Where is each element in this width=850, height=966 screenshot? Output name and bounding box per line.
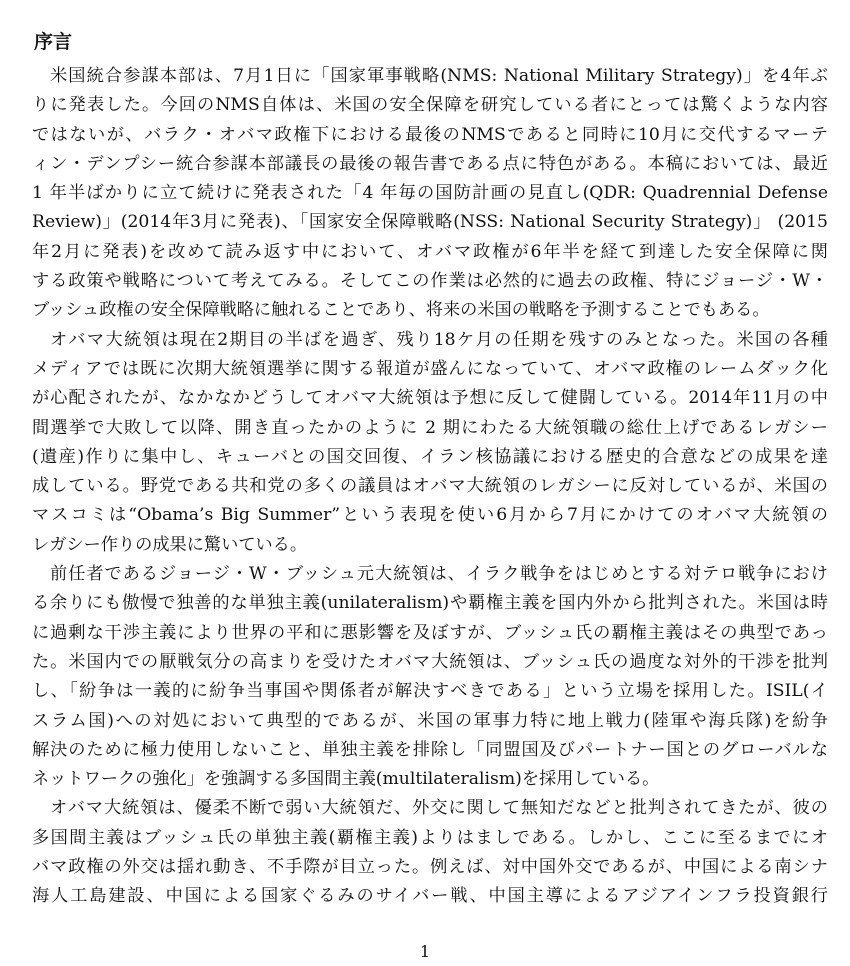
text-line: 前任者であるジョージ・W・ブッシュ元大統領は、イラク戦争をはじめとする対テロ戦争におけ: [50, 564, 828, 585]
text-line: に過剰な干渉主義により世界の平和に悪影響を及ぼすが、ブッシュ氏の覇権主義はその典型であっ: [32, 622, 828, 643]
text-line: 成している。野党である共和党の多くの議員はオバマ大統領のレガシーに反対しているが、米国の: [32, 476, 828, 497]
text-line: りに発表した。今回のNMS自体は、米国の安全保障を研究している者にとっては驚くような内容: [32, 95, 828, 116]
body-text: [32, 62, 828, 912]
text-line: 解決のために極力使用しないこと、単独主義を排除し「同盟国及びパートナー国とのグローバルな: [32, 739, 828, 760]
text-line: オバマ大統領は、優柔不断で弱い大統領だ、外交に関して無知だなどと批判されてきたが、彼の: [50, 798, 828, 819]
text-line: ネットワークの強化」を強調する多国間主義(multilateralism)を採用している。: [32, 769, 660, 790]
text-line: が心配されたが、なかなかどうしてオバマ大統領は予想に反して健闘している。2014年11月の中: [32, 388, 828, 409]
text-line: Review)」(2014年3月に発表)、「国家安全保障戦略(NSS: National Security Strategy)」 (2015: [32, 212, 828, 233]
text-line: メディアでは既に次期大統領選挙に関する報道が盛んになっていて、オバマ政権のレームダック化: [32, 358, 828, 379]
text-line: 間選挙で大敗して以降、開き直ったかのように 2 期にわたる大統領職の総仕上げであるレガシー: [32, 417, 828, 438]
text-line: 1 年半ばかりに立て続けに発表された「4 年毎の国防計画の見直し(QDR: Quadrennial Defense: [32, 183, 828, 204]
text-line: オバマ大統領は現在2期目の半ばを過ぎ、残り18ケ月の任期を残すのみとなった。米国の各種: [50, 329, 828, 350]
text-line: 年2月に発表)を改めて読み返す中において、オバマ政権が6年半を経て到達した安全保障に関: [32, 241, 828, 262]
text-line: レガシー作りの成果に驚いている。: [32, 534, 308, 555]
text-line: ではないが、バラク・オバマ政権下における最後のNMSであると同時に10月に交代するマーテ: [32, 124, 828, 145]
text-line: し、「紛争は一義的に紛争当事国や関係者が解決すべきである」という立場を採用した。ISIL(イ: [32, 681, 828, 702]
text-line: ブッシュ政権の安全保障戦略に触れることであり、将来の米国の戦略を予測することでもある。: [32, 300, 770, 321]
text-line: (遺産)作りに集中し、キューバとの国交回復、イラン核協議における歴史的合意などの成果を達: [32, 446, 828, 467]
text-line: た。米国内での厭戦気分の高まりを受けたオバマ大統領は、ブッシュ氏の過度な対外的干渉を批判: [32, 651, 828, 672]
section-heading: 序言: [34, 31, 73, 53]
text-line: 海人工島建設、中国による国家ぐるみのサイバー戦、中国主導によるアジアインフラ投資銀行: [32, 886, 828, 907]
page-number: 1: [419, 942, 431, 961]
text-line: 多国間主義はブッシュ氏の単独主義(覇権主義)よりはましである。しかし、ここに至るまでにオ: [32, 827, 828, 848]
text-line: マスコミは“Obama’s Big Summer”という表現を使い6月から7月にかけてのオバマ大統領の: [32, 505, 828, 526]
text-line: る余りにも傲慢で独善的な単独主義(unilateralism)や覇権主義を国内外から批判された。米国は時: [32, 593, 828, 614]
text-line: する政策や戦略について考えてみる。そしてこの作業は必然的に過去の政権、特にジョージ・W・: [32, 271, 828, 292]
text-line: ィン・デンプシー統合参謀本部議長の最後の報告書である点に特色がある。本稿においては、最近: [32, 153, 828, 174]
text-line: スラム国)への対処において典型的であるが、米国の軍事力特に地上戦力(陸軍や海兵隊)を紛争: [32, 710, 828, 731]
text-line: 米国統合参謀本部は、7月1日に「国家軍事戦略(NMS: National Military Strategy)」を4年ぶ: [50, 66, 828, 86]
text-line: バマ政権の外交は揺れ動き、不手際が目立った。例えば、対中国外交であるが、中国による南シナ: [32, 857, 828, 878]
